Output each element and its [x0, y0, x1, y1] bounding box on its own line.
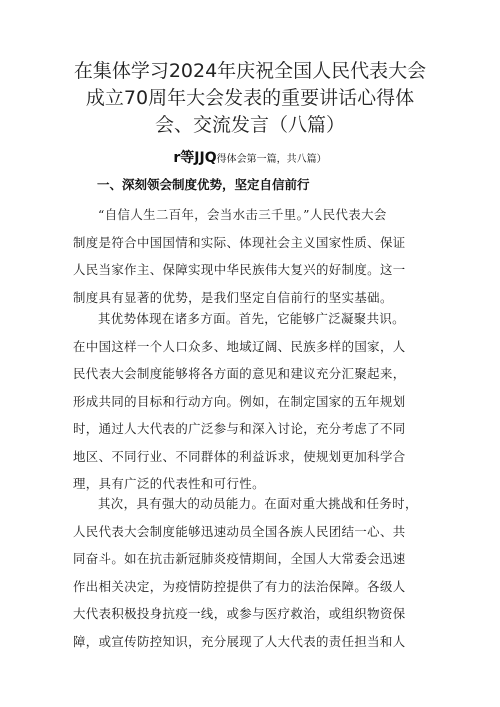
paragraph-line: 时，通过人大代表的广泛参与和深入讨论，充分考虑了不同 [73, 421, 406, 436]
paragraph-line: 人民代表大会制度能够迅速动员全国各族人民团结一心、共 [73, 523, 406, 539]
paragraph-line: 制度是符合中国国情和实际、体现社会主义国家性质、保证 [73, 234, 406, 250]
paragraph [73, 305, 431, 498]
paragraph [73, 490, 431, 655]
section-heading: 一、深刻领会制度优势，坚定自信前行 [97, 177, 310, 192]
paragraph-line: 作出相关决定，为疫情防控提供了有力的法治保障。各级人 [73, 578, 406, 594]
title-line: 会、交流发言（八篇） [154, 114, 345, 136]
paragraph-line: 形成共同的目标和行动方向。例如，在制定国家的五年规划 [73, 393, 406, 409]
paragraph-line: 在中国这样一个人口众多、地域辽阔、民族多样的国家，人 [73, 338, 406, 354]
title-line: 成立70周年大会发表的重要讲话心得体 [85, 87, 415, 109]
paragraph-line: 理，具有广泛的代表性和可行性。 [73, 476, 265, 491]
paragraph-line: 同奋斗。如在抗击新冠肺炎疫情期间，全国人大常委会迅速 [73, 551, 406, 566]
paragraph [73, 201, 431, 311]
paragraph-line: 其次，具有强大的动员能力。在面对重大挑战和任务时， [98, 496, 418, 511]
paragraph-line: 民代表大会制度能够将各方面的意见和建议充分汇聚起来， [73, 366, 406, 381]
paragraph-line: 大代表积极投身抗疫一线，或参与医疗救治，或组织物资保 [73, 606, 406, 621]
paragraph-line: 制度具有显著的优势，是我们坚定自信前行的坚实基础。 [73, 289, 393, 305]
title-line: 在集体学习2024年庆祝全国人民代表大会 [73, 60, 427, 82]
paragraph-line: 其优势体现在诸多方面。首先，它能够广泛凝聚共识。 [98, 311, 405, 326]
paragraph-line: 地区、不同行业、不同群体的利益诉求，使规划更加科学合 [73, 448, 406, 464]
subtitle-note: 得体会第一篇，共八篇） [216, 154, 327, 165]
document-subtitle [40, 147, 460, 167]
paragraph-line: “自信人生二百年，会当水击三千里。”人民代表大会 [98, 207, 387, 222]
document-title [60, 58, 440, 139]
paragraph-line: 障，或宣传防控知识，充分展现了人大代表的责任担当和人 [73, 633, 406, 649]
paragraph-line: 人民当家作主、保障实现中华民族伟大复兴的好制度。这一 [73, 262, 406, 277]
subtitle-main: r等JJQ [173, 150, 217, 166]
